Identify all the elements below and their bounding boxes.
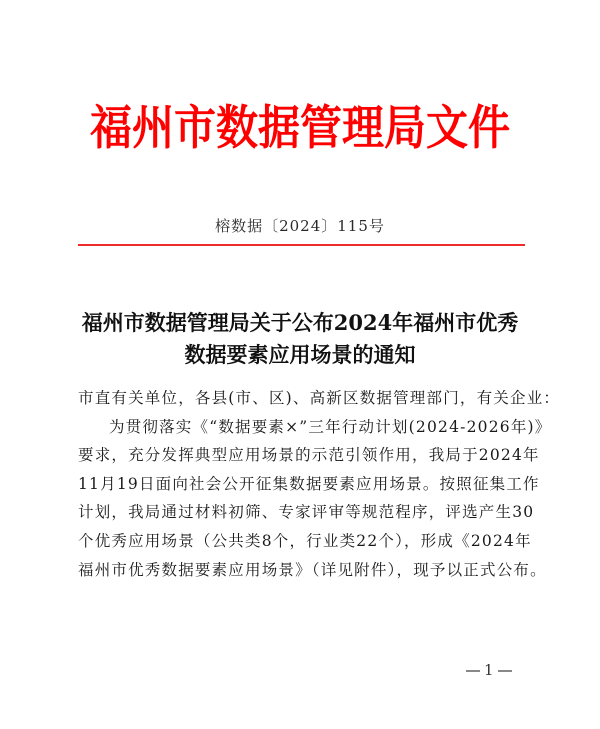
document-number: 榕数据〔2024〕115号: [215, 217, 385, 235]
page-number: [462, 660, 516, 680]
body-line: 11月19日面向社会公开征集数据要素应用场景。按照征集工作: [78, 474, 540, 493]
red-divider-rule: [78, 244, 525, 246]
body-line: 计划，我局通过材料初筛、专家评审等规范程序，评选产生30: [78, 503, 535, 522]
notice-title-line-2: 数据要素应用场景的通知: [184, 342, 416, 367]
body-line: 福州市优秀数据要素应用场景》（详见附件），现予以正式公布。: [78, 560, 547, 579]
notice-title-line-1: 福州市数据管理局关于公布2024年福州市优秀: [81, 310, 519, 335]
page-number-dash-left: [466, 670, 480, 672]
notice-title: [70, 307, 530, 371]
notice-body: [78, 384, 561, 584]
body-line: 要求，充分发挥典型应用场景的示范引领作用，我局于2024年: [78, 446, 540, 465]
page-number-value: 1: [484, 661, 494, 679]
salutation-line: 市直有关单位，各县(市、区)、高新区数据管理部门，有关企业：: [78, 389, 561, 407]
page-number-dash-right: [498, 670, 512, 672]
issuer-title: 福州市数据管理局文件: [89, 100, 510, 156]
body-line: 个优秀应用场景（公共类8个，行业类22个），形成《2024年: [78, 531, 532, 550]
body-line: 为贯彻落实《“数据要素×”三年行动计划(2024-2026年)》: [109, 417, 552, 436]
